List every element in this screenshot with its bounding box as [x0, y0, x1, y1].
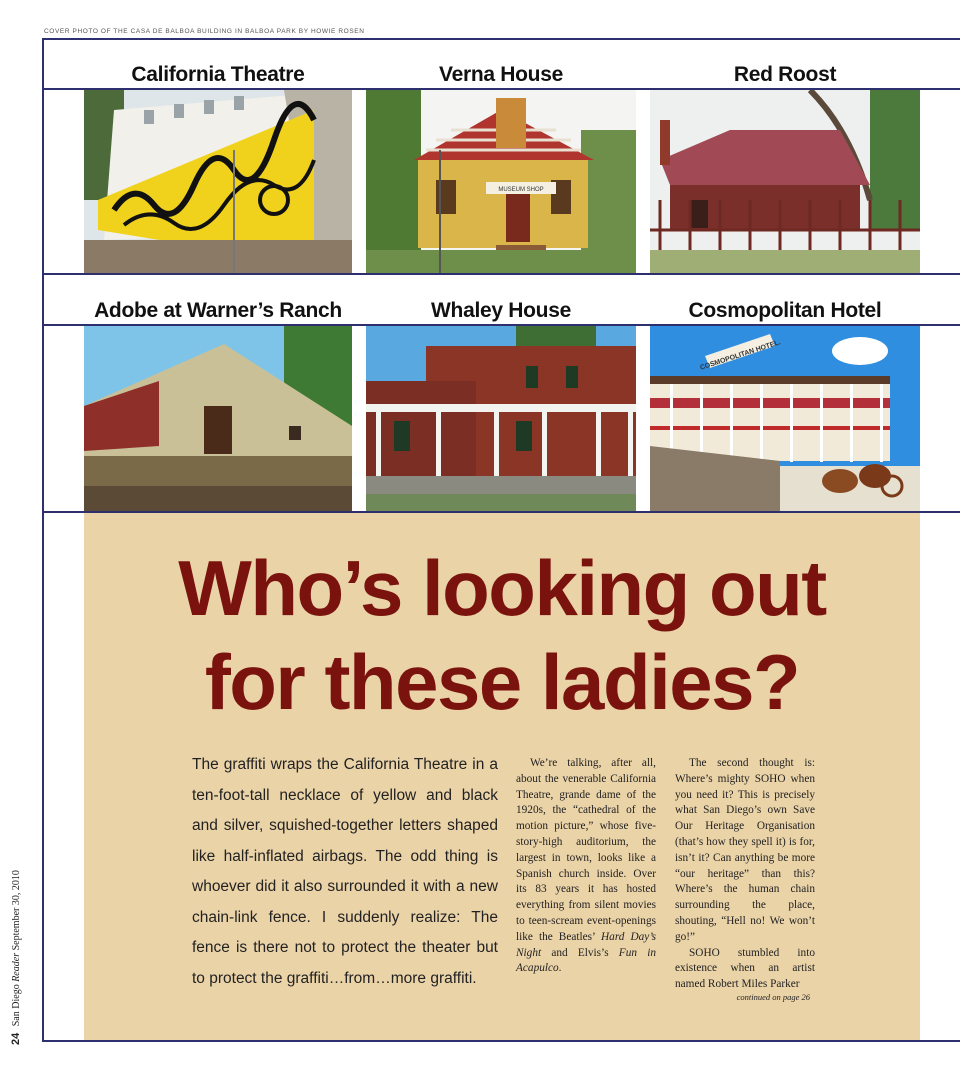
column-2-paragraph-1: The second thought is: Where’s mighty SOHO when you need it? This is precisely what San Diego’s own Save Our Heritage Organisation (that’s how they spell it) is for, isn’t it? Can anything be more “our heritage” than this? Where’s the human chain surrounding the place, shouting, “Hell no! We won’t go!”: [675, 757, 815, 943]
bottom-rule: [42, 1040, 960, 1042]
body-column-2: [675, 756, 815, 993]
lede-text: The graffiti wraps the California Theatre in a ten-foot-tall necklace of yellow and black and silver, squished-together letters shaped like half-inflated airbags. The odd thing is whoever did it also surrounded it with a new chain-link fence. I suddenly realize: The fence is there not to protect the theater but to protect the graffiti…from…more graffiti.: [192, 756, 498, 987]
continued-note: continued on page 26: [736, 992, 810, 1002]
label-california-theatre: California Theatre: [131, 63, 305, 86]
row-rule-1: [42, 273, 960, 275]
column-1-and: and Elvis’s: [551, 946, 609, 959]
issue-date: September 30, 2010: [11, 870, 22, 951]
photo-verna-house: [366, 90, 636, 273]
photo-california-theatre: [84, 90, 352, 273]
photo-whaley-house: [366, 326, 636, 511]
body-column-1: [516, 756, 656, 977]
page-number: 24: [10, 1032, 22, 1045]
label-red-roost: Red Roost: [733, 63, 837, 86]
photo-credit: COVER PHOTO OF THE CASA DE BALBOA BUILDING IN BALBOA PARK BY HOWIE ROSEN: [44, 28, 365, 35]
label-whaley-house: Whaley House: [431, 299, 571, 322]
photo-cosmopolitan-hotel: [650, 326, 920, 511]
photo-red-roost: [650, 90, 920, 273]
column-1-text: We’re talking, after all, about the venerable California Theatre, grande dame of the 1920s, the “cathedral of the motion picture,” whose five-story-high auditorium, the largest in town, looks like a Spanish church inside. Over its 83 years it has hosted everything from silent movies to teen-scream event-openings like the Beatles’: [516, 757, 656, 943]
headline-line-1: Who’s looking out: [178, 544, 826, 632]
photo-adobe: [84, 326, 352, 511]
cosmopolitan-sign: COSMOPOLITAN HOTEL.: [699, 339, 782, 372]
publication-pre: San Diego: [11, 984, 22, 1027]
label-cosmopolitan-hotel: Cosmopolitan Hotel: [688, 299, 882, 322]
column-1-end: .: [558, 962, 562, 975]
folio: [10, 845, 22, 1045]
column-2-paragraph-2: SOHO stumbled into existence when an artist named Robert Miles Parker: [675, 946, 815, 991]
label-verna-house: Verna House: [439, 63, 563, 86]
column-1-paragraph: [516, 756, 656, 977]
left-rule: [42, 38, 44, 1040]
title-hard-days-night: Hard Day’s Night: [516, 930, 656, 959]
label-adobe: Adobe at Warner’s Ranch: [94, 299, 342, 322]
headline-line-2: for these ladies?: [204, 638, 800, 726]
museum-shop-sign: MUSEUM SHOP: [498, 187, 544, 193]
title-fun-in-acapulco: Fun in Acapulco: [516, 946, 656, 975]
publication-name: Reader: [11, 952, 22, 982]
lede-paragraph: [192, 750, 498, 994]
top-rule: [42, 38, 960, 40]
